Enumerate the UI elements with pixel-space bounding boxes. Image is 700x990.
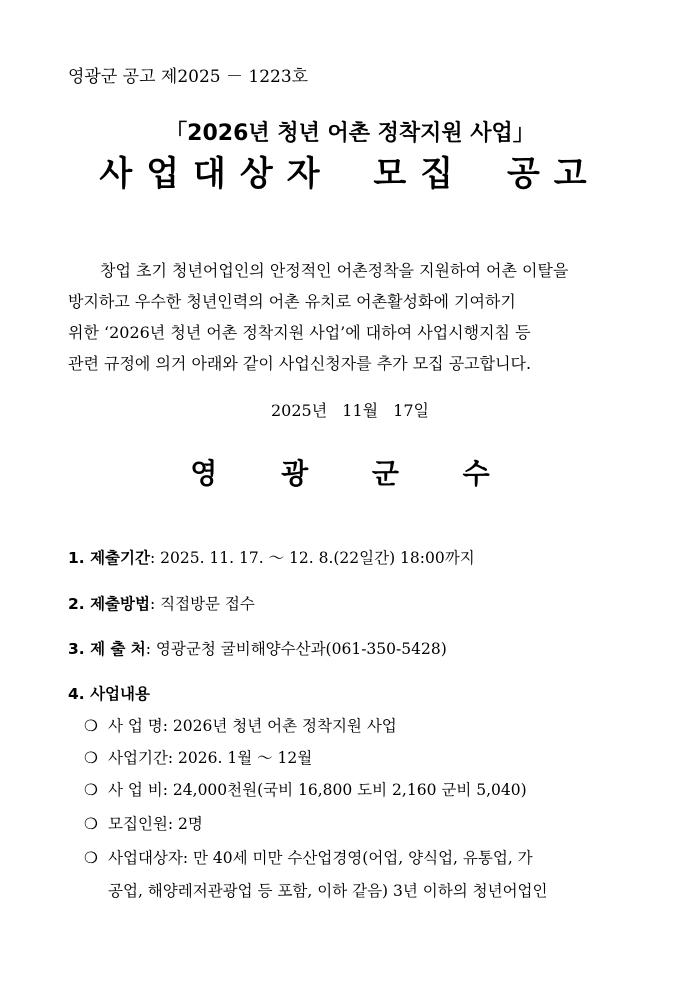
- item-value: : 2025. 11. 17. ～ 12. 8.(22일간) 18:00까지: [149, 549, 475, 567]
- item-label: 1. 제출기간: [68, 549, 150, 567]
- bullet-icon: ❍: [84, 717, 98, 735]
- item-submission-period: [68, 546, 475, 568]
- page-title: 사업대상자 모집 공고: [99, 154, 601, 194]
- bullet-icon: ❍: [84, 749, 98, 767]
- business-entry: [84, 778, 527, 800]
- intro-line: 창업 초기 청년어업인의 안정적인 어촌정착을 지원하여 어촌 이탈을: [100, 261, 569, 280]
- entry-text: 사 업 명: 2026년 청년 어촌 정착지원 사업: [108, 717, 397, 735]
- business-entry: [84, 714, 397, 736]
- bullet-icon: ❍: [84, 849, 98, 867]
- notice-number: 영광군 공고 제2025 － 1223호: [68, 67, 309, 87]
- entry-text: 사업대상자: 만 40세 미만 수산업경영(어업, 양식업, 유통업, 가: [108, 849, 533, 867]
- intro-line: 관련 규정에 의거 아래와 같이 사업신청자를 추가 모집 공고합니다.: [68, 354, 532, 373]
- project-title: 「2026년 청년 어촌 정착지원 사업」: [165, 121, 535, 146]
- entry-text: 모집인원: 2명: [108, 815, 203, 833]
- business-entry: [84, 812, 203, 834]
- entry-text: 사업기간: 2026. 1월 ～ 12월: [108, 749, 313, 767]
- entry-text: 사 업 비: 24,000천원(국비 16,800 도비 2,160 군비 5,040): [108, 781, 527, 799]
- intro-line: 위한 ‘2026년 청년 어촌 정착지원 사업’에 대하여 사업시행지침 등: [68, 323, 531, 342]
- item-label: 2. 제출방법: [68, 595, 150, 613]
- notice-date: 2025년 11월 17일: [271, 401, 429, 420]
- business-entry-continuation: 공업, 해양레저관광업 등 포함, 이하 같음) 3년 이하의 청년어업인: [108, 882, 548, 900]
- item-label: 4. 사업내용: [68, 685, 150, 703]
- item-value: : 직접방문 접수: [149, 595, 255, 613]
- bullet-icon: ❍: [84, 781, 98, 799]
- item-business-content: [68, 682, 150, 704]
- intro-paragraph: [68, 255, 636, 379]
- business-entry: [84, 846, 533, 868]
- signer: 영 광 군 수: [190, 457, 510, 490]
- item-value: : 영광군청 굴비해양수산과(061-350-5428): [145, 640, 447, 658]
- item-submission-place: [68, 637, 447, 659]
- item-submission-method: [68, 592, 255, 614]
- bullet-icon: ❍: [84, 815, 98, 833]
- intro-line: 방지하고 우수한 청년인력의 어촌 유치로 어촌활성화에 기여하기: [68, 292, 516, 311]
- business-entry: [84, 746, 312, 768]
- item-label: 3. 제 출 처: [68, 640, 146, 658]
